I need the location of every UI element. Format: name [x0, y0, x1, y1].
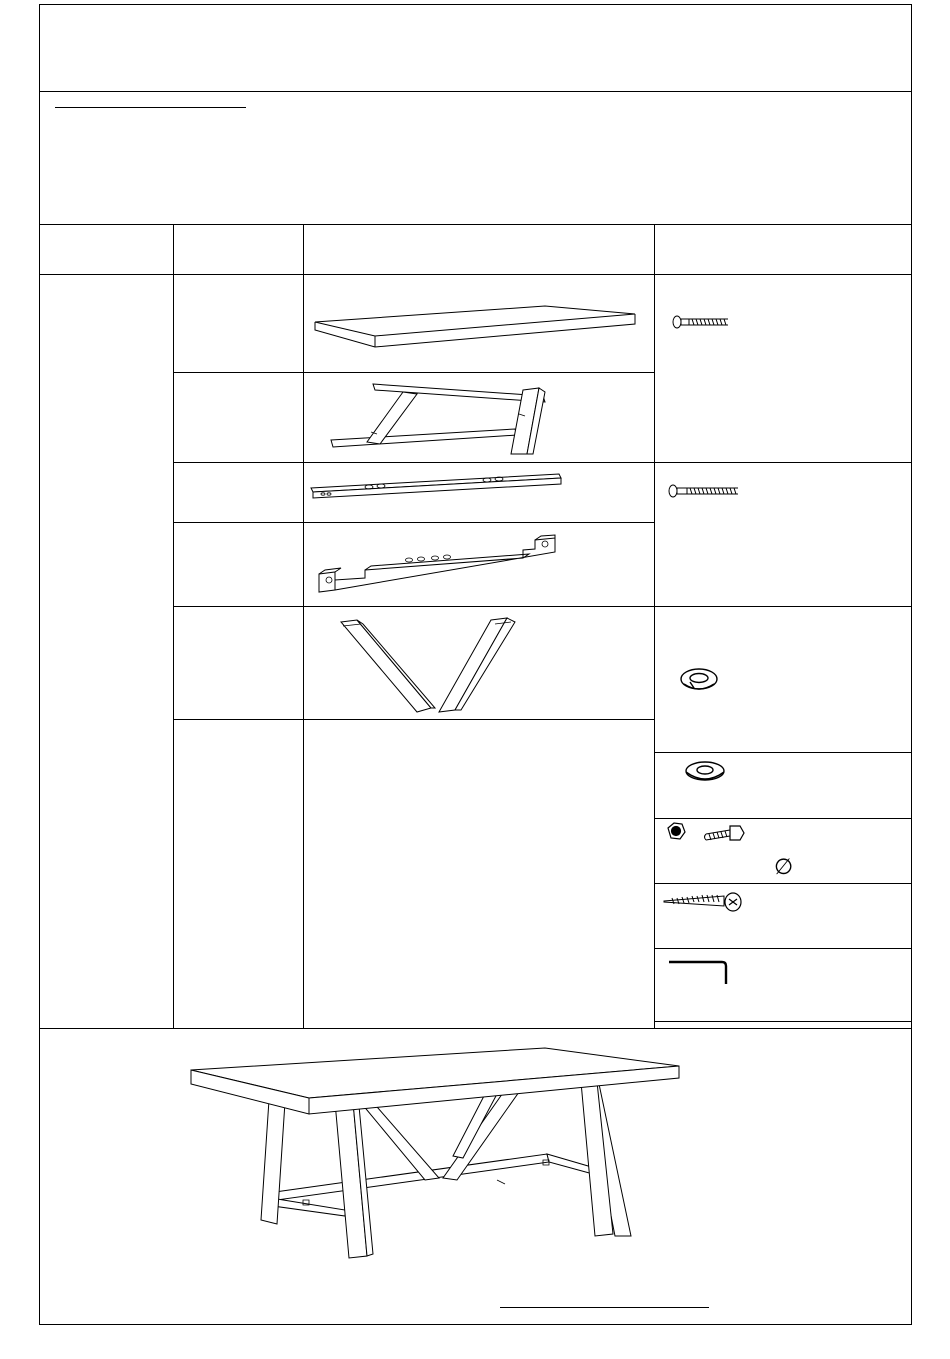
column-divider	[303, 225, 304, 1029]
upper-x-brace-frame-icon	[305, 374, 653, 461]
hardware-row-divider	[655, 752, 911, 753]
notched-base-beam-icon	[305, 524, 653, 605]
diagonal-brace-pair-icon	[305, 608, 653, 718]
table-header-row	[40, 225, 911, 275]
part-row-divider	[174, 719, 654, 720]
table-top-panel-icon	[305, 276, 653, 371]
wood-screw-icon	[660, 890, 750, 916]
hardware-row-divider	[655, 948, 911, 949]
header-band	[40, 5, 911, 91]
center-stretcher-beam-icon	[305, 464, 653, 521]
column-divider	[173, 225, 174, 1029]
short-bolt-icon	[670, 312, 740, 332]
part-row-divider	[174, 372, 654, 373]
flat-washer-icon	[682, 756, 728, 786]
assembled-table-icon	[185, 1040, 695, 1280]
spring-washer-icon	[676, 664, 722, 694]
part-row-divider	[174, 606, 911, 607]
notice-heading-underline	[55, 107, 246, 108]
hardware-row-divider	[655, 883, 911, 884]
diameter-symbol: ∅	[774, 854, 794, 879]
long-bolt-icon	[666, 481, 746, 501]
hardware-row-divider	[655, 818, 911, 819]
hardware-row-divider	[655, 1021, 911, 1022]
header-divider	[40, 91, 911, 92]
table-header-divider	[40, 274, 911, 275]
hex-nut-and-bolt-icon	[662, 820, 762, 850]
footer-underline	[500, 1307, 709, 1308]
table-bottom-divider	[40, 1028, 911, 1029]
header-title	[40, 5, 911, 35]
part-row-divider	[174, 522, 654, 523]
allen-key-icon	[666, 954, 736, 988]
part-row-divider	[174, 462, 911, 463]
column-divider	[654, 225, 655, 1029]
